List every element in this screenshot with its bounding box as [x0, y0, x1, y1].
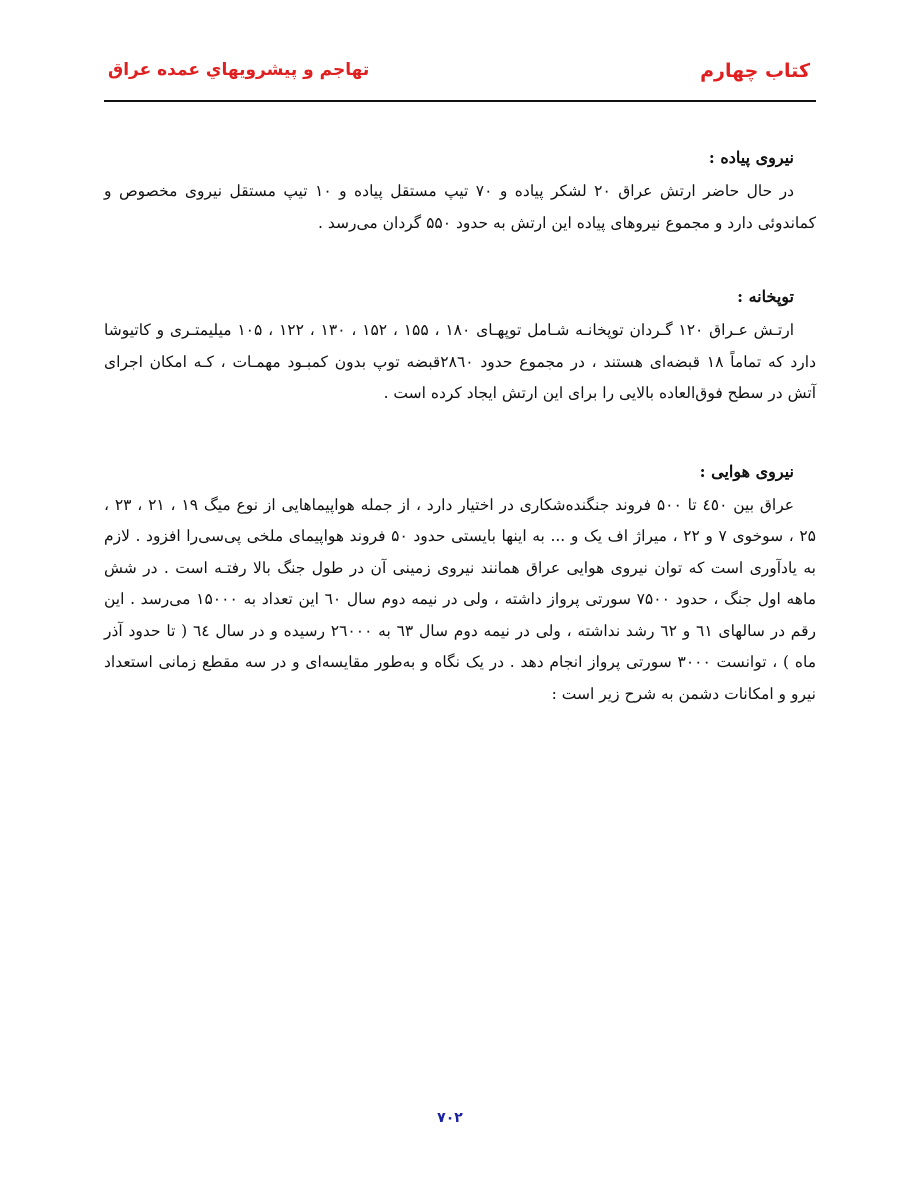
section-heading-artillery: توپخانه :	[737, 287, 794, 306]
section-body-artillery: ارتـش عـراق ۱۲۰ گـردان توپخانـه شـامل توپهـای ۱۸۰ ، ۱۵۵ ، ۱۵۲ ، ۱۳۰ ، ۱۲۲ ، ۱۰۵ میلیمتـری و کاتیوشا دارد که تماماً ۱۸ قبضه‌ای هستند ، در مجموع حدود ۲۸٦۰قبضه توپ بدون کمبـود مهمـات ، کـه امکان اجرای آتش در سطح فوق‌العاده بالایی را برای این ارتش ایجاد کرده است .	[104, 321, 817, 402]
section-artillery	[104, 279, 816, 410]
book-title: كتاب چهارم	[700, 60, 810, 82]
section-infantry	[104, 140, 816, 239]
section-heading-air-force: نیروی هوایی :	[699, 461, 794, 481]
section-heading-infantry: نیروی پیاده :	[708, 148, 794, 167]
section-spacer	[104, 410, 816, 454]
section-spacer	[104, 239, 816, 279]
section-air-force	[104, 454, 816, 711]
page-header	[104, 52, 816, 102]
page-number: ۷۰۲	[437, 1110, 463, 1126]
chapter-title: تهاجم و پيشرويهاي عمده عراق	[108, 60, 370, 80]
page-content	[104, 140, 816, 710]
section-body-infantry: در حال حاضر ارتش عراق ۲۰ لشکر پیاده و ۷۰ تیپ مستقل پیاده و ۱۰ تیپ مستقل نیروی مخصوص و کماندوئی دارد و مجموع نیروهای پیاده این ارتش به حدود ۵۵۰ گردان می‌رسد .	[104, 182, 816, 232]
section-body-air-force: عراق بین ٤٥٠ تا ۵۰۰ فروند جنگنده‌شکاری در اختیار دارد ، از جمله هواپیماهایی از نوع میگ ۱۹ ، ۲۱ ، ۲۳ ، ۲۵ ، سوخوی ۷ و ۲۲ ، میراژ اف یک و ... به اینها بایستی حدود ۵۰ فروند هواپیمای ملخی پی‌سی‌را افزود . لازم به یادآوری است که توان نیروی هوایی عراق همانند نیروی زمینی آن در طول جنگ بالا رفتـه است . در شش ماهه اول جنگ ، حدود ۷۵۰۰ سورتی پرواز داشته ، ولی در نیمه دوم سال ٦۰ این تعداد به ۱۵۰۰۰ می‌رسد . این رقم در سالهای ٦۱ و ٦۲ رشد نداشته ، ولی در نیمه دوم سال ٦۳ به ٢٦۰۰۰ رسیده و در سال ٦٤ ( تا حدود آذر ماه ) ، توانست ۳۰۰۰ سورتی پرواز انجام دهد . در یک نگاه و به‌طور مقایسه‌ای و در سه مقطع زمانی استعداد نیرو و امکانات دشمن به شرح زیر است :	[104, 495, 817, 703]
